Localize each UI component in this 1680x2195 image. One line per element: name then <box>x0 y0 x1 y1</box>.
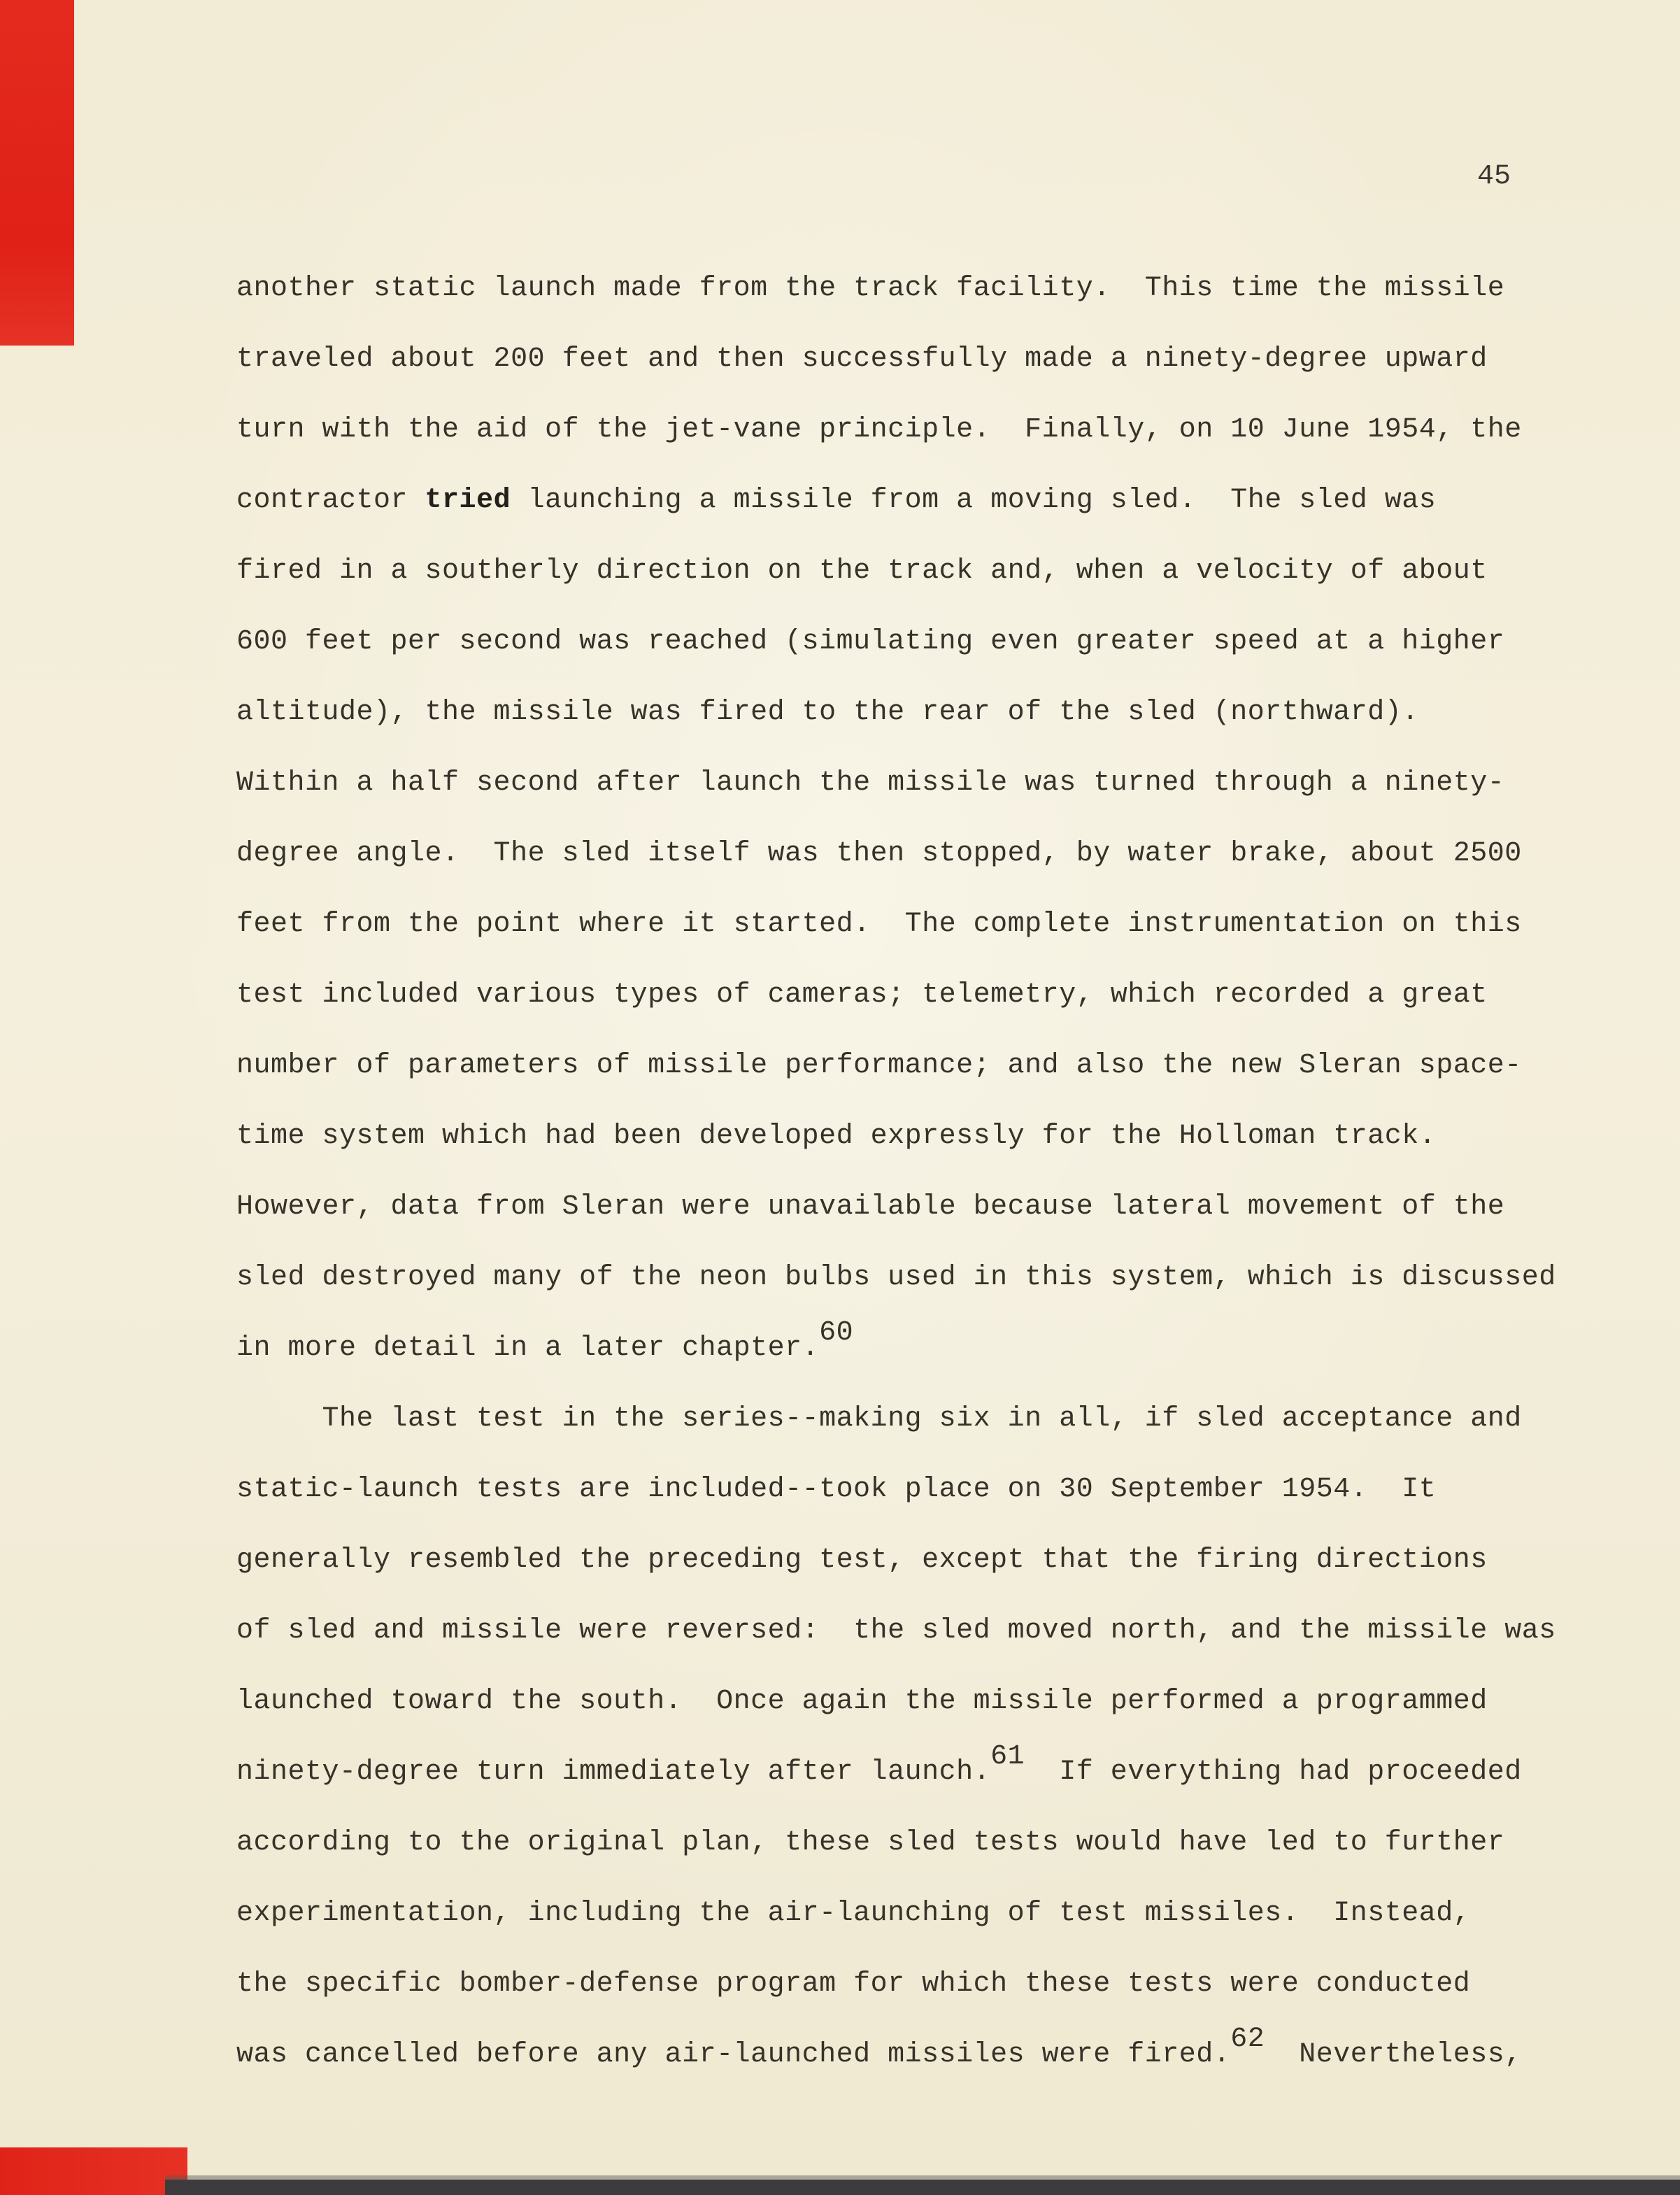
paragraph <box>236 1384 1635 2090</box>
text-line: the specific bomber-defense program for which these tests were conducted <box>236 1968 1471 2000</box>
red-margin-ribbon-bottom <box>0 2147 187 2195</box>
red-margin-ribbon-top <box>0 0 74 346</box>
footnote-number: 62 <box>1230 2024 1265 2055</box>
text-line: turn with the aid of the jet-vane principle. Finally, on 10 June 1954, the <box>236 414 1522 446</box>
text-line: experimentation, including the air-launching of test missiles. Instead, <box>236 1898 1471 1929</box>
text-line: in more detail in a later chapter.60 <box>236 1317 854 1364</box>
text-line: another static launch made from the track facility. This time the missile <box>236 273 1505 304</box>
page-number: 45 <box>1477 161 1511 192</box>
text-line: according to the original plan, these sled tests would have led to further <box>236 1827 1505 1859</box>
text-line: feet from the point where it started. The complete instrumentation on this <box>236 909 1522 940</box>
text-line: generally resembled the preceding test, except that the firing directions <box>236 1544 1488 1576</box>
text-line: test included various types of cameras; telemetry, which recorded a great <box>236 979 1488 1011</box>
text-line: contractor tried launching a missile from a moving sled. The sled was <box>236 485 1437 516</box>
text-line: time system which had been developed expressly for the Holloman track. <box>236 1121 1437 1152</box>
paragraph <box>236 253 1635 1384</box>
text-line: number of parameters of missile performance; and also the new Sleran space- <box>236 1050 1522 1081</box>
text-line: altitude), the missile was fired to the rear of the sled (northward). <box>236 697 1419 728</box>
text-line: ninety-degree turn immediately after launch.61 If everything had proceeded <box>236 1741 1522 1788</box>
text-line: of sled and missile were reversed: the sled moved north, and the missile was <box>236 1615 1556 1647</box>
footnote-number: 61 <box>990 1741 1025 1773</box>
bottom-edge-bar <box>165 2180 1680 2195</box>
text-block <box>236 253 1635 2090</box>
text-line: 600 feet per second was reached (simulating even greater speed at a higher <box>236 626 1505 658</box>
text-line: degree angle. The sled itself was then stopped, by water brake, about 2500 <box>236 838 1522 869</box>
text-line: However, data from Sleran were unavailable because lateral movement of the <box>236 1191 1505 1223</box>
text-line: traveled about 200 feet and then successfully made a ninety-degree upward <box>236 343 1488 375</box>
text-line: fired in a southerly direction on the track and, when a velocity of about <box>236 555 1488 587</box>
footnote-number: 60 <box>819 1317 854 1349</box>
text-line: The last test in the series--making six in all, if sled acceptance and <box>236 1403 1522 1435</box>
text-line: launched toward the south. Once again the missile performed a programmed <box>236 1686 1488 1717</box>
text-line: sled destroyed many of the neon bulbs used in this system, which is discussed <box>236 1262 1556 1293</box>
emphasized-word: tried <box>425 485 511 516</box>
text-line: Within a half second after launch the missile was turned through a ninety- <box>236 767 1505 799</box>
text-line: was cancelled before any air-launched missiles were fired.62 Nevertheless, <box>236 2024 1522 2070</box>
text-line: static-launch tests are included--took place on 30 September 1954. It <box>236 1474 1437 1505</box>
